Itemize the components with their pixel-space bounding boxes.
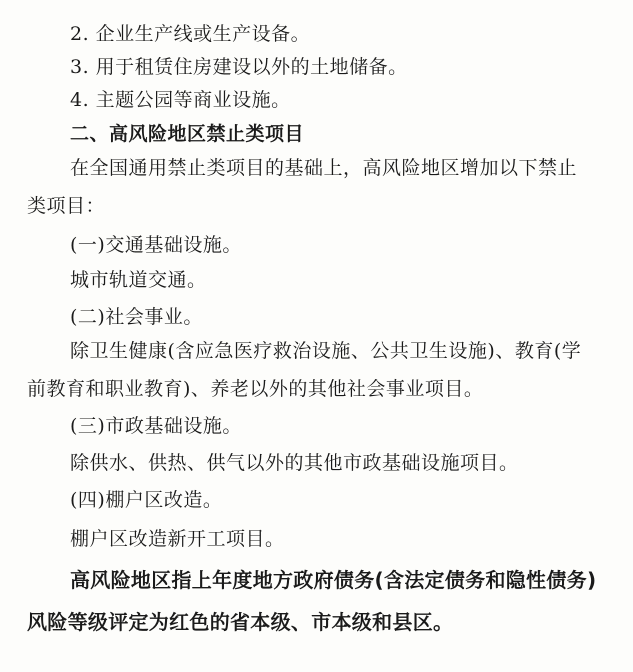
subsection-heading-shantytown: (四)棚户区改造。: [70, 489, 223, 511]
definition-line-1: 高风险地区指上年度地方政府债务(含法定债务和隐性债务): [70, 568, 597, 592]
subsection-body-municipal: 除供水、供热、供气以外的其他市政基础设施项目。: [70, 452, 519, 474]
intro-paragraph-line-2: 类项目：: [27, 195, 106, 217]
subsection-heading-social: (二)社会事业。: [70, 306, 203, 328]
subsection-heading-transport: (一)交通基础设施。: [70, 234, 242, 256]
list-item-2: 2. 企业生产线或生产设备。: [70, 23, 311, 45]
subsection-body-shantytown: 棚户区改造新开工项目。: [70, 528, 285, 550]
subsection-heading-municipal: (三)市政基础设施。: [70, 415, 242, 437]
section-heading-high-risk: 二、高风险地区禁止类项目: [70, 123, 305, 145]
definition-line-2: 风险等级评定为红色的省本级、市本级和县区。: [27, 610, 454, 634]
subsection-body-transport: 城市轨道交通。: [70, 269, 207, 291]
list-item-3: 3. 用于租赁住房建设以外的土地储备。: [70, 56, 408, 78]
subsection-body-social-line-2: 前教育和职业教育)、养老以外的其他社会事业项目。: [27, 378, 484, 400]
intro-paragraph-line-1: 在全国通用禁止类项目的基础上，高风险地区增加以下禁止: [70, 157, 578, 179]
subsection-body-social-line-1: 除卫生健康(含应急医疗救治设施、公共卫生设施)、教育(学: [70, 340, 582, 362]
list-item-4: 4. 主题公园等商业设施。: [70, 89, 291, 111]
